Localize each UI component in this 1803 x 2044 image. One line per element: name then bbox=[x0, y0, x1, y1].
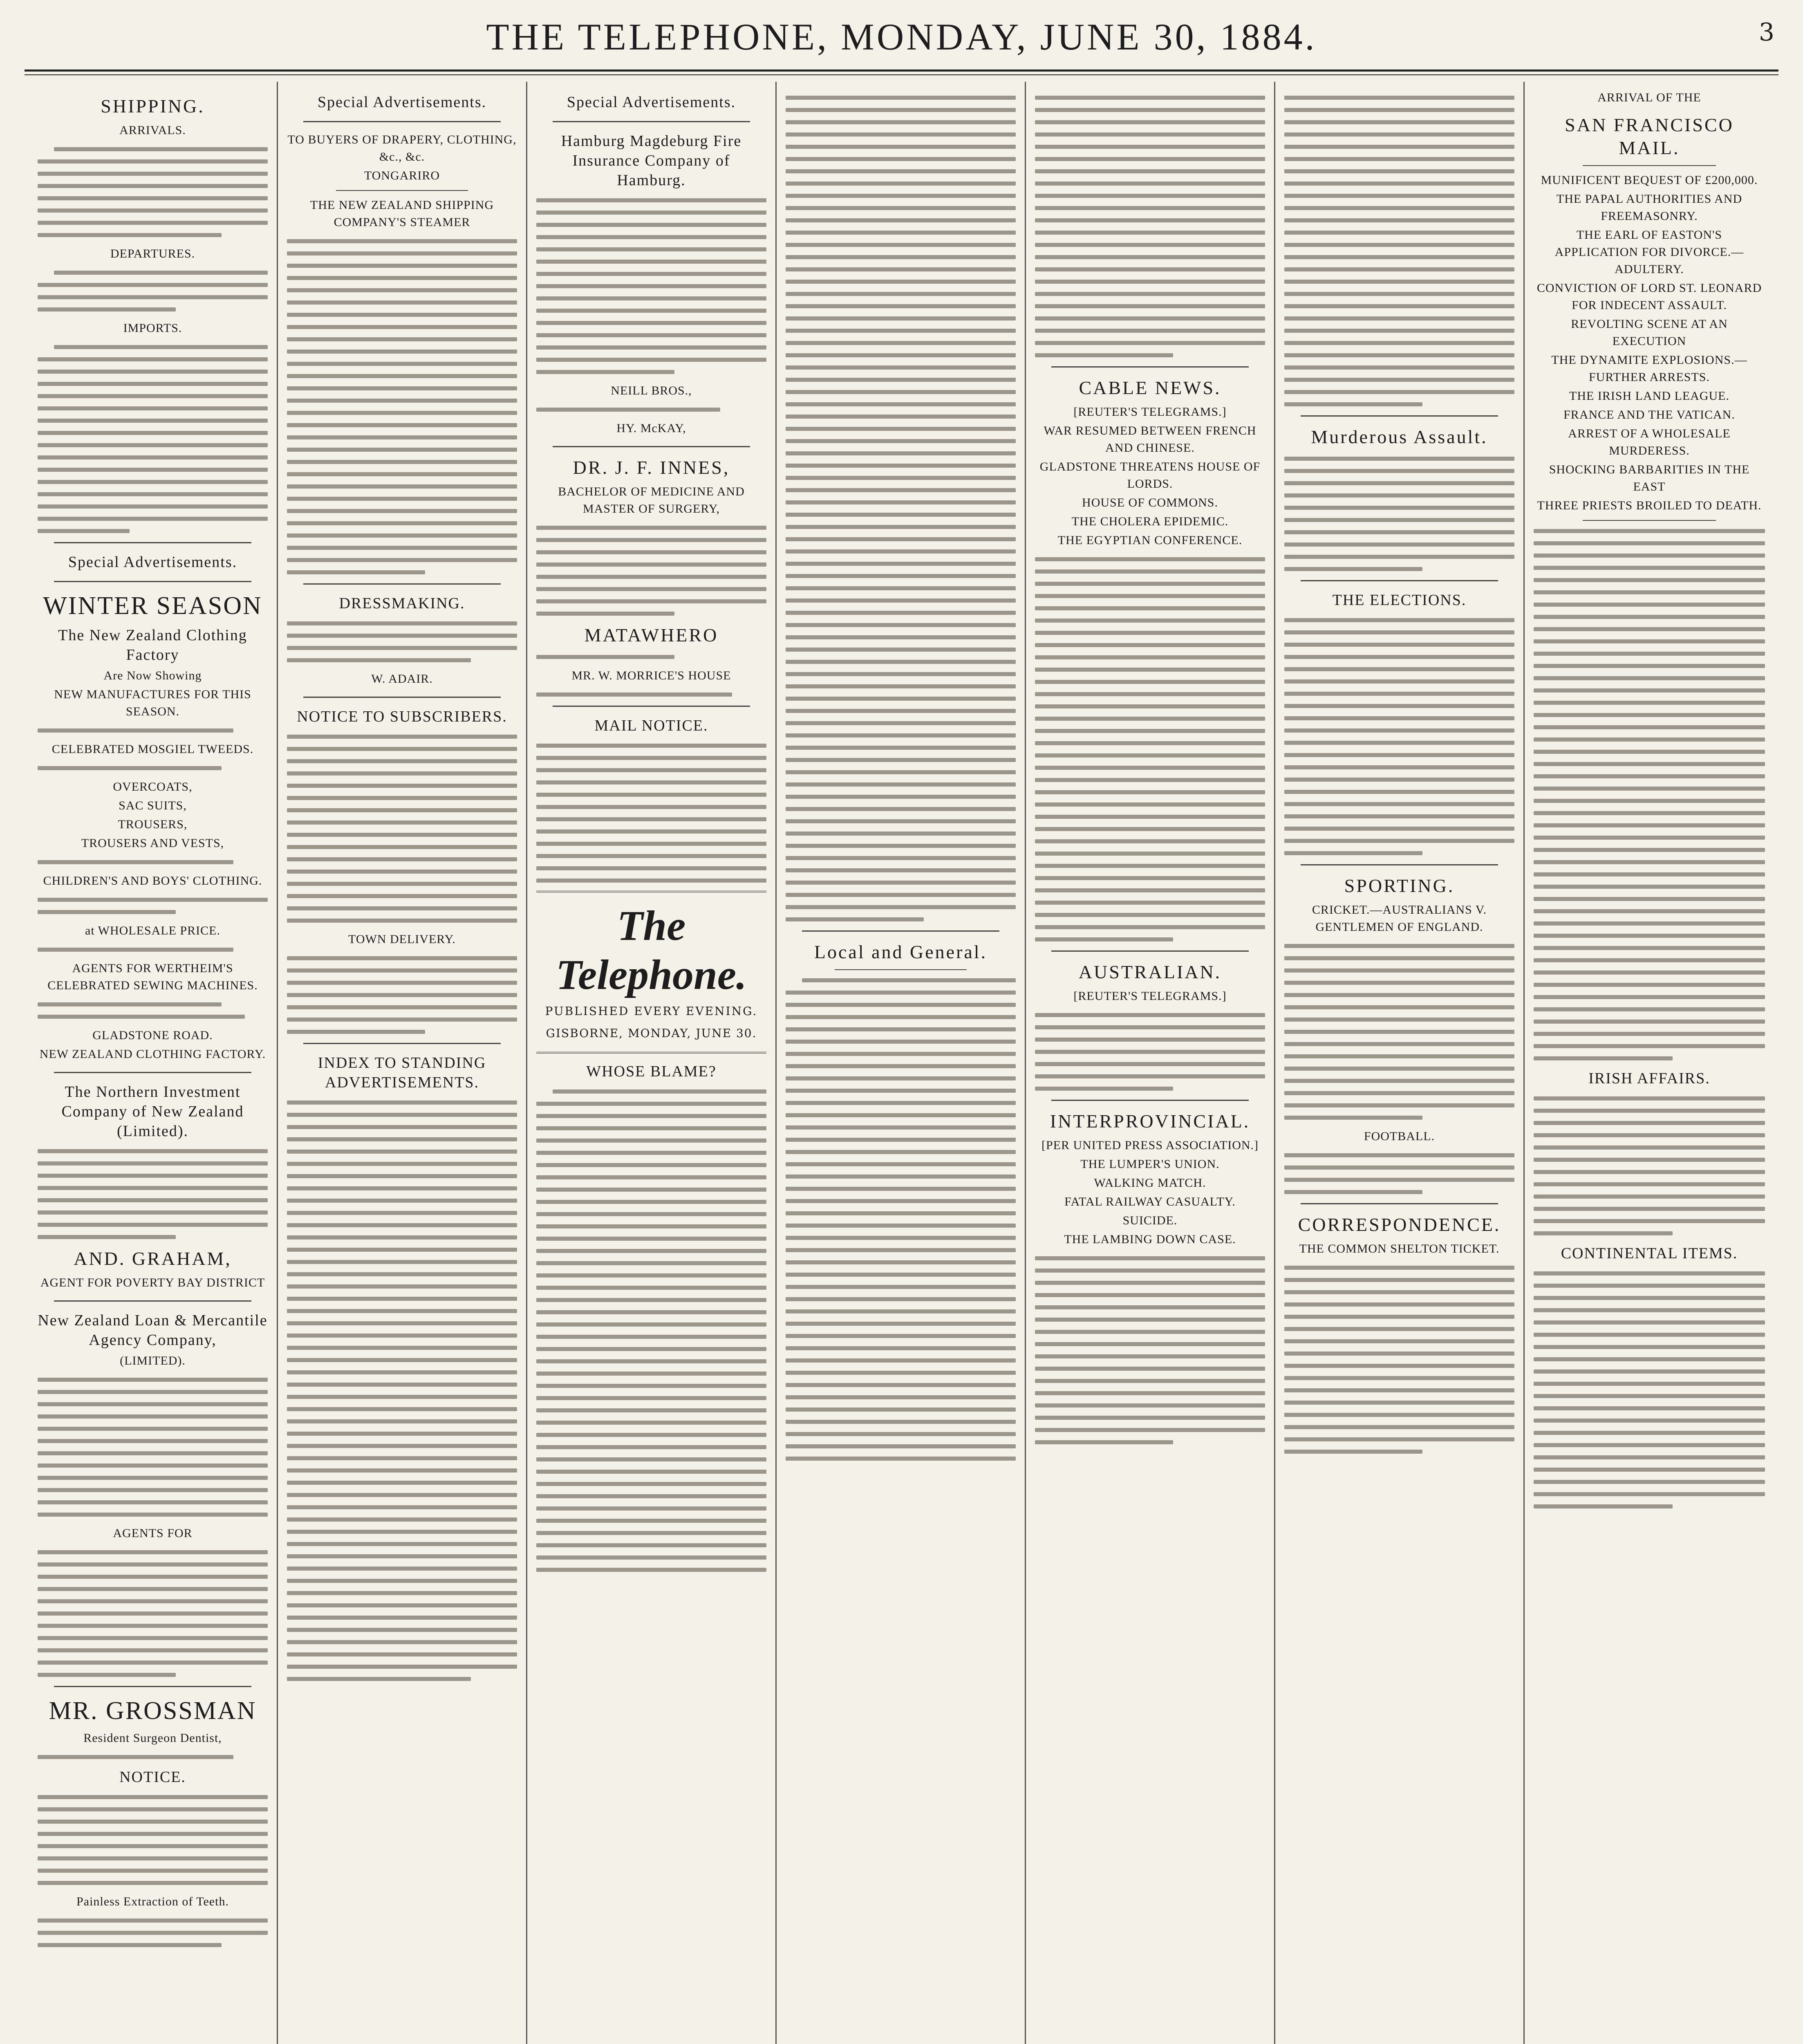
nz-loan-heading: New Zealand Loan & Mercantile Agency Company, bbox=[38, 1312, 268, 1349]
overcoats: OVERCOATS, bbox=[113, 780, 193, 793]
telephone-masthead: The Telephone. bbox=[555, 902, 747, 998]
innes-heading: DR. J. F. INNES, bbox=[573, 457, 730, 478]
column-6 bbox=[1275, 82, 1525, 2044]
northern-investment-heading: The Northern Investment Company of New Zealand (Limited). bbox=[61, 1083, 244, 1140]
page-number: 3 bbox=[1758, 18, 1774, 47]
wholesale-murderess: ARREST OF A WHOLESALE MURDERESS. bbox=[1568, 427, 1731, 457]
graham-heading: AND. GRAHAM, bbox=[74, 1248, 232, 1269]
newspaper-columns bbox=[29, 82, 1774, 2044]
arrival-of-the: ARRIVAL OF THE bbox=[1597, 91, 1701, 104]
suicide: SUICIDE. bbox=[1122, 1214, 1178, 1227]
imports-heading: IMPORTS. bbox=[123, 321, 182, 335]
column-1 bbox=[29, 82, 278, 2044]
hy-mckay: HY. McKAY, bbox=[616, 421, 686, 435]
dynamite-explosions: THE DYNAMITE EXPLOSIONS.—FURTHER ARRESTS. bbox=[1551, 353, 1747, 384]
index-heading: INDEX TO STANDING ADVERTISEMENTS. bbox=[318, 1054, 486, 1091]
shelton-ticket: THE COMMON SHELTON TICKET. bbox=[1299, 1242, 1500, 1255]
masthead-rule bbox=[25, 69, 1778, 72]
revolting-scene: REVOLTING SCENE AT AN EXECUTION bbox=[1571, 317, 1728, 348]
continental-items-heading: CONTINENTAL ITEMS. bbox=[1561, 1245, 1738, 1262]
editorial-text bbox=[536, 1089, 766, 1572]
special-ads-heading: Special Advertisements. bbox=[68, 554, 237, 571]
column-4 bbox=[777, 82, 1026, 2044]
shocking-barbarities: SHOCKING BARBARITIES IN THE EAST bbox=[1549, 463, 1750, 493]
childrens-clothing: CHILDREN'S AND BOYS' CLOTHING. bbox=[43, 874, 262, 888]
reuter-tag-2: [REUTER'S TELEGRAMS.] bbox=[1073, 989, 1227, 1003]
wertheim-agents: AGENTS FOR WERTHEIM'S CELEBRATED SEWING MACHINES. bbox=[47, 961, 258, 992]
notice-subscribers-heading: NOTICE TO SUBSCRIBERS. bbox=[297, 708, 507, 725]
trousers-vests: TROUSERS AND VESTS, bbox=[81, 836, 224, 850]
local-general-text bbox=[786, 978, 1016, 1461]
w-adair: W. ADAIR. bbox=[371, 672, 433, 686]
flag-date: GISBORNE, MONDAY, JUNE 30. bbox=[546, 1026, 757, 1040]
france-vatican: FRANCE AND THE VATICAN. bbox=[1563, 408, 1735, 421]
arrivals-heading: ARRIVALS. bbox=[119, 123, 186, 137]
column-2 bbox=[278, 82, 527, 2044]
lambing-down: THE LAMBING DOWN CASE. bbox=[1064, 1233, 1236, 1246]
departures-heading: DEPARTURES. bbox=[110, 247, 195, 260]
special-ads-heading-2: Special Advertisements. bbox=[317, 94, 487, 111]
arrivals-text bbox=[38, 147, 268, 237]
neill-bros: NEILL BROS., bbox=[611, 384, 692, 397]
three-priests: THREE PRIESTS BROILED TO DEATH. bbox=[1537, 499, 1762, 512]
masthead-title: THE TELEPHONE, MONDAY, JUNE 30, 1884. bbox=[486, 16, 1317, 58]
sac-suits: SAC SUITS, bbox=[119, 799, 187, 812]
elections-heading: THE ELECTIONS. bbox=[1332, 592, 1467, 609]
egyptian-conference: THE EGYPTIAN CONFERENCE. bbox=[1057, 533, 1243, 547]
munificent-bequest: MUNIFICENT BEQUEST OF £200,000. bbox=[1541, 173, 1758, 187]
celebrated-tweeds: CELEBRATED MOSGIEL TWEEDS. bbox=[52, 742, 254, 756]
irish-land-league: THE IRISH LAND LEAGUE. bbox=[1569, 389, 1729, 403]
masthead-rule-thin bbox=[25, 74, 1778, 75]
imports-text bbox=[38, 345, 268, 533]
bachelor-medicine: BACHELOR OF MEDICINE AND MASTER OF SURGERY, bbox=[558, 485, 745, 515]
reuter-tag: [REUTER'S TELEGRAMS.] bbox=[1073, 405, 1227, 419]
agents-for: AGENTS FOR bbox=[113, 1526, 193, 1540]
notice-heading: NOTICE. bbox=[119, 1768, 186, 1786]
grossman-heading: MR. GROSSMAN bbox=[49, 1697, 257, 1725]
nz-shipping-heading: THE NEW ZEALAND SHIPPING COMPANY'S STEAMER bbox=[310, 198, 494, 229]
tongariro: TONGARIRO bbox=[364, 169, 440, 182]
matawhero: MATAWHERO bbox=[584, 625, 719, 645]
published-every-evening: PUBLISHED EVERY EVENING. bbox=[545, 1004, 758, 1018]
factory-footer: NEW ZEALAND CLOTHING FACTORY. bbox=[39, 1047, 266, 1061]
gladstone-threatens: GLADSTONE THREATENS HOUSE OF LORDS. bbox=[1039, 460, 1261, 491]
irish-affairs-heading: IRISH AFFAIRS. bbox=[1588, 1070, 1710, 1087]
lumpers-union: THE LUMPER'S UNION. bbox=[1080, 1157, 1220, 1171]
australian-heading: AUSTRALIAN. bbox=[1078, 961, 1222, 982]
gladstone-road: GLADSTONE ROAD. bbox=[92, 1029, 213, 1042]
cholera-epidemic: THE CHOLERA EPIDEMIC. bbox=[1071, 515, 1229, 528]
drapers-heading: TO BUYERS OF DRAPERY, CLOTHING, &c., &c. bbox=[287, 133, 517, 164]
cricket-heading: CRICKET.—AUSTRALIANS V. GENTLEMEN OF ENGLAND. bbox=[1312, 903, 1487, 934]
whose-blame-heading: WHOSE BLAME? bbox=[586, 1063, 717, 1080]
hamburg-heading: Hamburg Magdeburg Fire Insurance Company of Hamburg. bbox=[561, 132, 742, 189]
football-heading: FOOTBALL. bbox=[1364, 1130, 1435, 1143]
editorial-continued bbox=[786, 96, 1016, 921]
graham-sub: AGENT FOR POVERTY BAY DISTRICT bbox=[40, 1276, 265, 1289]
new-manufactures: NEW MANUFACTURES FOR THIS SEASON. bbox=[54, 688, 251, 718]
local-general-continued bbox=[1035, 96, 1265, 357]
united-press-tag: [PER UNITED PRESS ASSOCIATION.] bbox=[1041, 1139, 1259, 1152]
papal-authorities: THE PAPAL AUTHORITIES AND FREEMASONRY. bbox=[1556, 192, 1743, 223]
san-francisco-mail: SAN FRANCISCO MAIL. bbox=[1565, 114, 1734, 158]
correspondence-heading: CORRESPONDENCE. bbox=[1298, 1214, 1501, 1235]
resident-surgeon: Resident Surgeon Dentist, bbox=[83, 1731, 222, 1745]
now-showing: Are Now Showing bbox=[103, 669, 202, 682]
lord-st-leonard: CONVICTION OF LORD ST. LEONARD FOR INDECENT ASSAULT. bbox=[1536, 281, 1762, 312]
earl-easton: THE EARL OF EASTON'S APPLICATION FOR DIVORCE.—ADULTERY. bbox=[1554, 228, 1744, 276]
morrice-house: MR. W. MORRICE'S HOUSE bbox=[571, 669, 731, 682]
house-of-commons: HOUSE OF COMMONS. bbox=[1082, 496, 1218, 509]
local-general-heading: Local and General. bbox=[814, 941, 988, 962]
dressmaking-heading: DRESSMAKING. bbox=[339, 595, 465, 612]
special-ads-heading-3: Special Advertisements. bbox=[567, 94, 736, 111]
column-3 bbox=[527, 82, 777, 2044]
painless-extraction: Painless Extraction of Teeth. bbox=[76, 1895, 229, 1908]
mail-notice-heading: MAIL NOTICE. bbox=[594, 717, 708, 734]
murderous-assault-heading: Murderous Assault. bbox=[1311, 426, 1488, 447]
war-resumed: WAR RESUMED BETWEEN FRENCH AND CHINESE. bbox=[1044, 424, 1257, 455]
nz-loan-limited: (LIMITED). bbox=[120, 1354, 186, 1367]
town-delivery-heading: TOWN DELIVERY. bbox=[348, 932, 456, 946]
departures-text bbox=[38, 271, 268, 312]
wholesale-price: at WHOLESALE PRICE. bbox=[85, 924, 220, 937]
column-5 bbox=[1026, 82, 1275, 2044]
sporting-heading: SPORTING. bbox=[1344, 875, 1455, 896]
trousers: TROUSERS, bbox=[118, 818, 188, 831]
fatal-railway: FATAL RAILWAY CASUALTY. bbox=[1064, 1195, 1236, 1208]
clothing-factory-heading: The New Zealand Clothing Factory bbox=[58, 627, 247, 663]
shipping-heading: SHIPPING. bbox=[101, 96, 205, 117]
winter-season-heading: WINTER SEASON bbox=[43, 592, 262, 620]
column-7 bbox=[1525, 82, 1774, 2044]
cable-news-heading: CABLE NEWS. bbox=[1079, 377, 1221, 398]
interprovincial-heading: INTERPROVINCIAL. bbox=[1050, 1111, 1250, 1132]
walking-match: WALKING MATCH. bbox=[1094, 1176, 1206, 1190]
telephone-flag bbox=[536, 891, 766, 1053]
masthead bbox=[25, 12, 1778, 74]
